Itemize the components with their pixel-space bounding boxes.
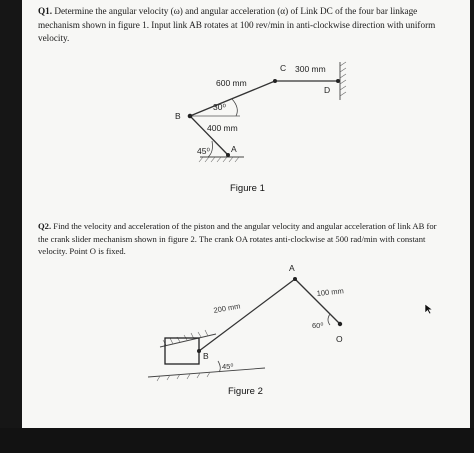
label-len-cd: 300 mm	[295, 64, 326, 74]
label-len-ab: 400 mm	[207, 123, 238, 133]
joint-b	[197, 349, 201, 353]
label-angle-45: 45⁰	[222, 362, 234, 371]
question-1-label: Q1.	[38, 6, 53, 16]
label-angle-30: 30⁰	[213, 102, 226, 112]
angle-45-arc	[218, 361, 220, 372]
joint-o	[338, 322, 342, 326]
label-len-ab: 200 mm	[212, 301, 242, 315]
label-len-bc: 600 mm	[216, 78, 247, 88]
label-point-c: C	[280, 63, 287, 73]
label-point-a: A	[289, 263, 295, 273]
question-2-text: Find the velocity and acceleration of the piston and the angular velocity and angular acceleration of link AB for the crank slider mechanism shown in figure 2. The crank OA rotates anti-clockwise at 500 rad/min with constant velocity. Point O is fixed.	[38, 221, 437, 256]
label-point-d: D	[324, 85, 331, 95]
figure-1-caption: Figure 1	[230, 183, 265, 194]
link-oa	[295, 279, 340, 324]
label-point-b: B	[203, 351, 209, 361]
label-len-oa: 100 mm	[316, 286, 345, 298]
guide-lower	[148, 368, 265, 377]
label-point-a: A	[231, 144, 237, 154]
figure-2-caption: Figure 2	[228, 386, 263, 397]
question-1-text: Determine the angular velocity (ω) and angular acceleration (α) of Link DC of the four bar linkage mechanism shown in figure 1. Input link AB rotates at 100 rev/min in anti-clockwise direction with uniform velocity.	[38, 6, 436, 43]
label-point-o: O	[336, 334, 343, 344]
mouse-cursor-icon	[424, 303, 434, 315]
joint-a	[293, 277, 297, 281]
label-point-b: B	[175, 111, 181, 121]
label-angle-45: 45⁰	[197, 146, 210, 156]
label-angle-60: 60⁰	[312, 321, 324, 330]
guide-lower-hatch	[157, 372, 210, 381]
question-2-label: Q2.	[38, 221, 52, 231]
angle-60-arc	[328, 314, 330, 325]
